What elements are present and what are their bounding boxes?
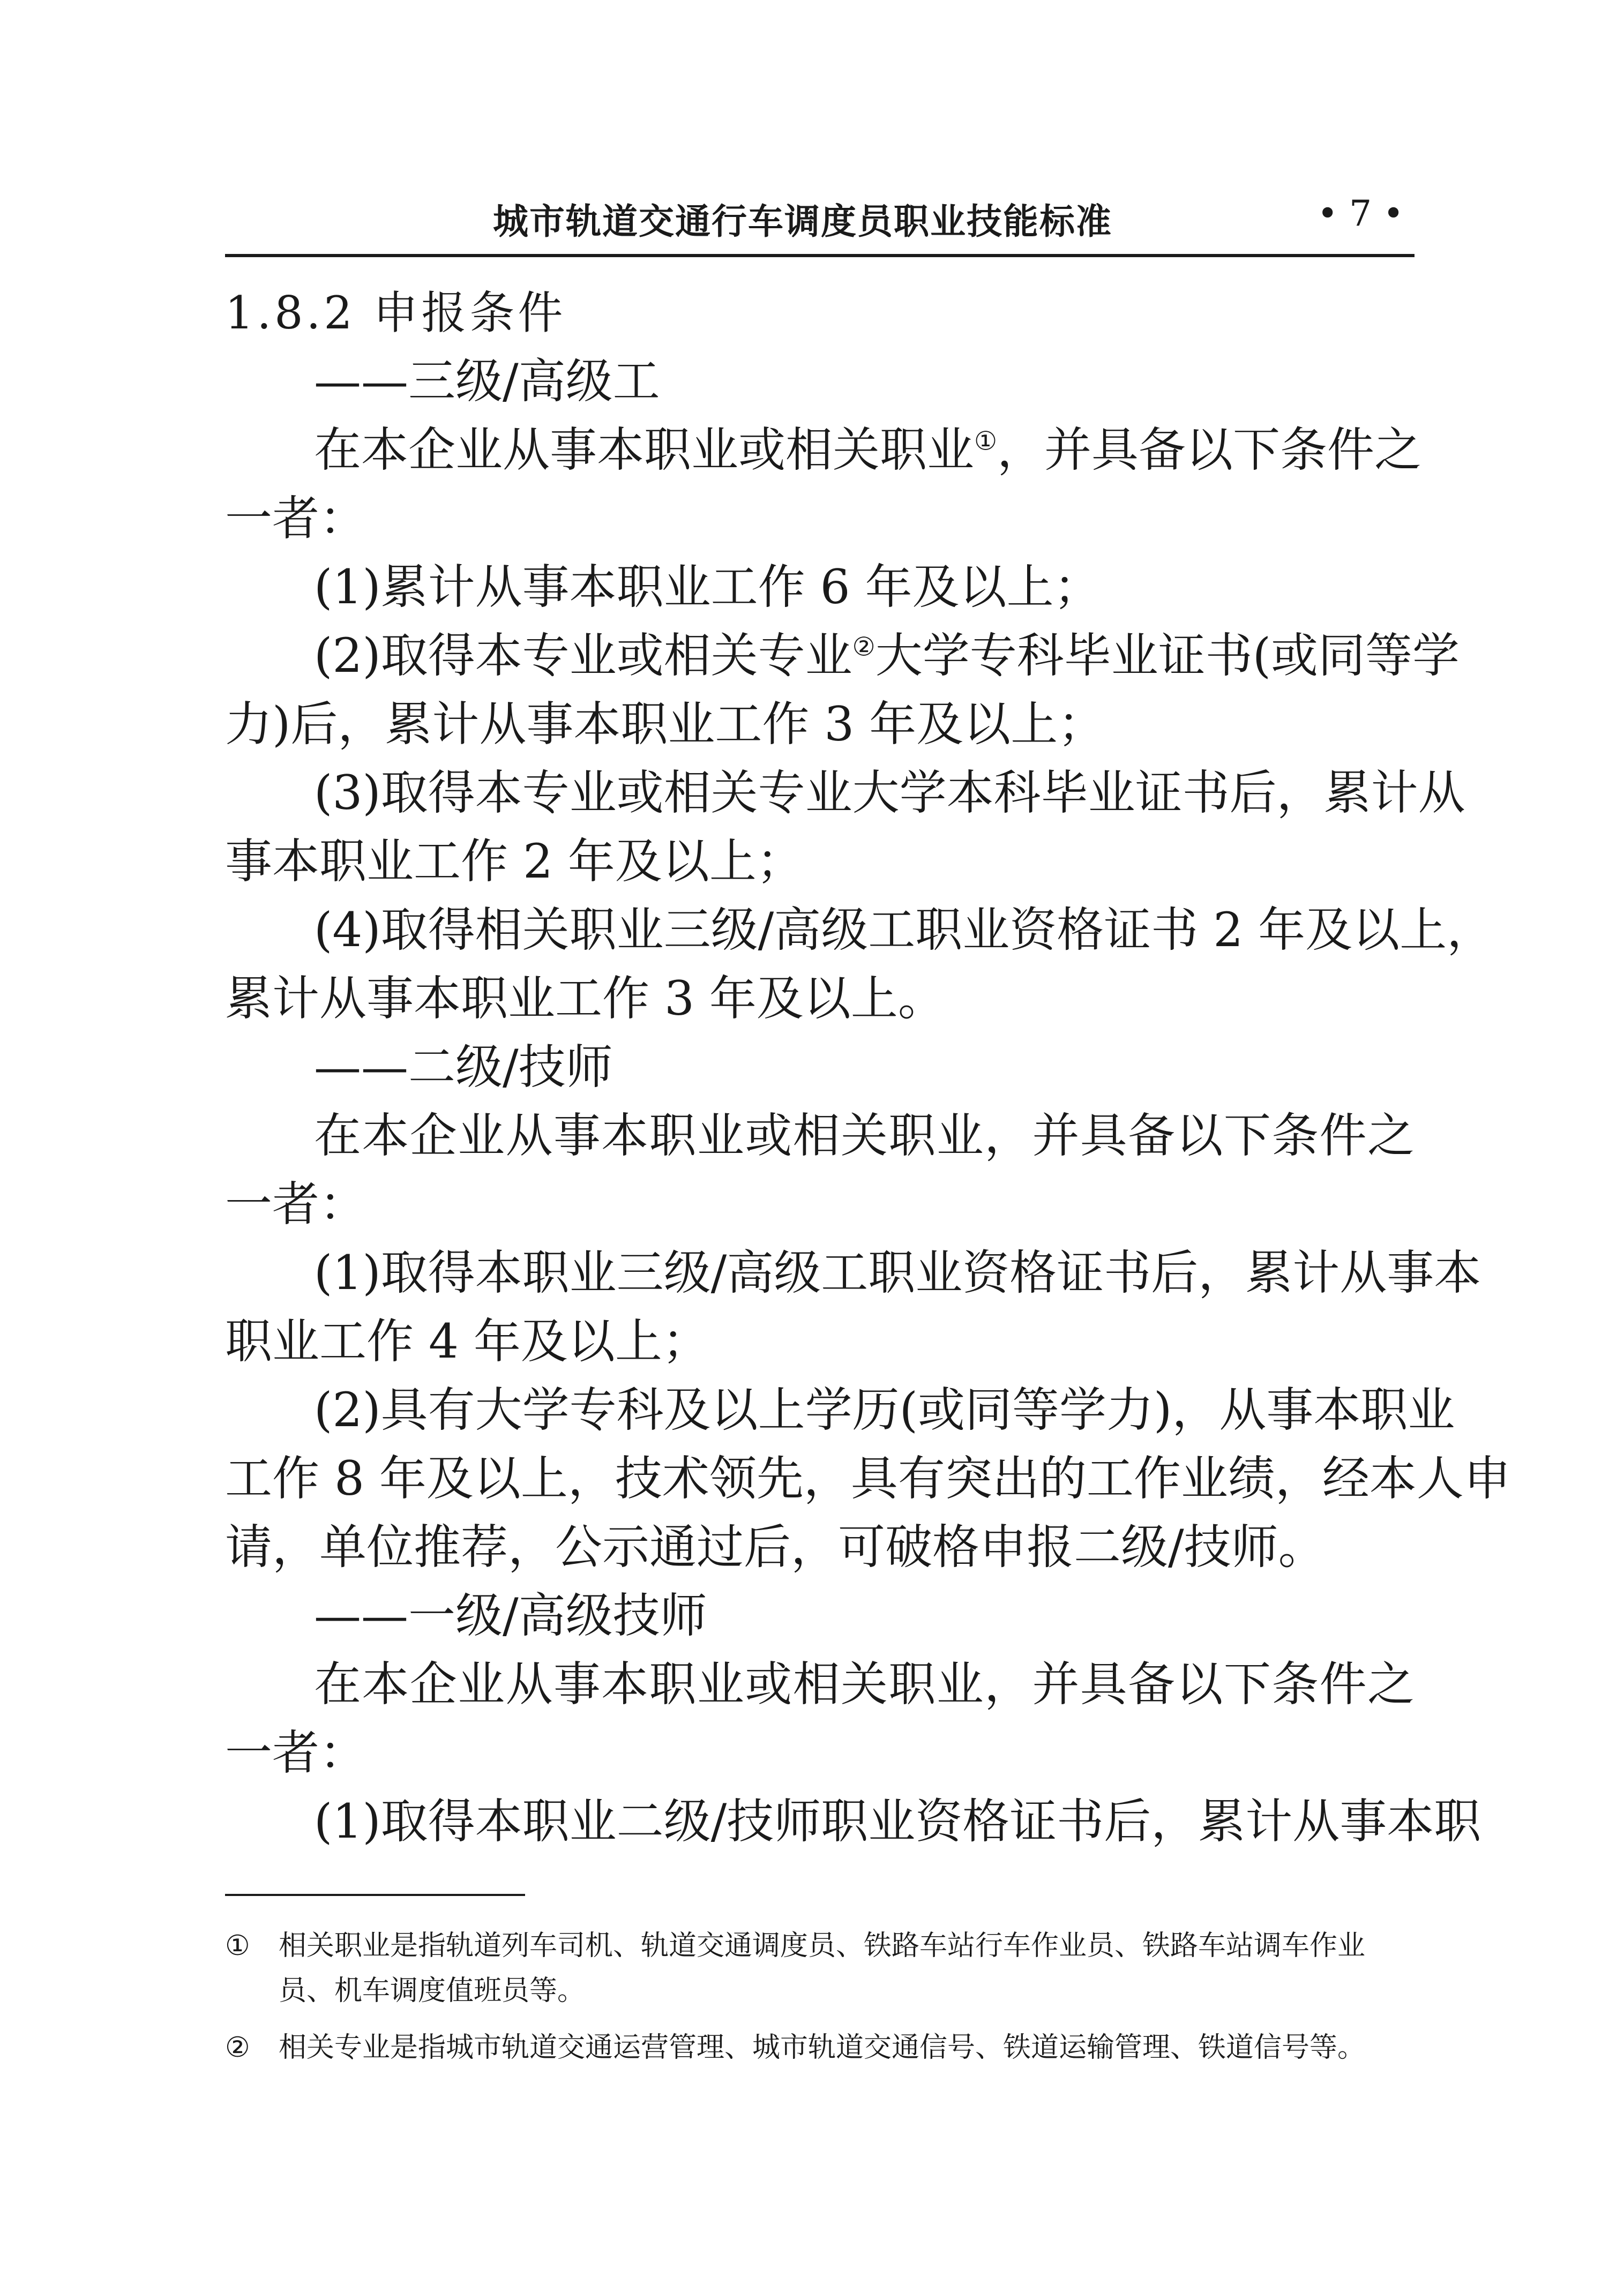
paragraph-line: 在本企业从事本职业或相关职业，并具备以下条件之 <box>314 1657 1415 1712</box>
header-rule <box>225 254 1415 257</box>
footnote-rule <box>225 1894 525 1896</box>
paragraph-line <box>225 621 1460 690</box>
footnote-text: 员、机车调度值班员等。 <box>279 1975 586 2007</box>
paragraph-line: (1)累计从事本职业工作 6 年及以上； <box>314 559 1101 615</box>
page-number: • 7 • <box>1317 193 1404 234</box>
footnote-ref-2: ② <box>852 632 875 662</box>
footnote-1 <box>225 1923 1415 2013</box>
paragraph-line <box>225 416 1422 484</box>
footnote-mark: ② <box>225 2032 250 2064</box>
line-text: ，并具备以下条件之 <box>997 422 1422 477</box>
paragraph-line: (2)具有大学专科及以上学历(或同等学力)，从事本职业 <box>314 1382 1455 1437</box>
footnote-text: 相关专业是指城市轨道交通运营管理、城市轨道交通信号、铁道运输管理、铁道信号等。 <box>279 2032 1366 2064</box>
paragraph-line: (1)取得本职业二级/技师职业资格证书后，累计从事本职 <box>314 1794 1481 1849</box>
paragraph-line: 一者： <box>225 1177 367 1232</box>
header-title: 城市轨道交通行车调度员职业技能标准 <box>493 201 1112 242</box>
paragraph-line: 累计从事本职业工作 3 年及以上。 <box>225 971 945 1026</box>
footnote-mark: ① <box>225 1930 250 1962</box>
paragraph-line: 一者： <box>225 1725 367 1780</box>
running-header <box>225 182 1415 257</box>
paragraph-line: 在本企业从事本职业或相关职业，并具备以下条件之 <box>314 1108 1415 1163</box>
paragraph-line: 力)后，累计从事本职业工作 3 年及以上； <box>225 696 1105 752</box>
footnote-text: 相关职业是指轨道列车司机、轨道交通调度员、铁路车站行车作业员、铁路车站调车作业 <box>279 1930 1366 1962</box>
paragraph-line: 一者： <box>225 491 367 546</box>
footnotes <box>225 1923 1415 2082</box>
paragraph-line: (3)取得本专业或相关专业大学本科毕业证书后，累计从 <box>314 765 1465 820</box>
level-heading-1: ——一级/高级技师 <box>314 1588 707 1643</box>
section-heading: 1.8.2 申报条件 <box>225 287 566 339</box>
footnote-2 <box>225 2025 1415 2070</box>
level-heading-2: ——二级/技师 <box>314 1039 613 1095</box>
line-text: (2)取得本专业或相关专业 <box>314 628 852 683</box>
paragraph-line: 工作 8 年及以上，技术领先，具有突出的工作业绩，经本人申 <box>225 1451 1511 1506</box>
paragraph-line: 职业工作 4 年及以上； <box>225 1314 709 1369</box>
paragraph-line: (1)取得本职业三级/高级工职业资格证书后，累计从事本 <box>314 1245 1481 1300</box>
line-text: 在本企业从事本职业或相关职业 <box>314 422 975 477</box>
paragraph-line: (4)取得相关职业三级/高级工职业资格证书 2 年及以上， <box>314 902 1494 957</box>
paragraph-line: 请，单位推荐，公示通过后，可破格申报二级/技师。 <box>225 1519 1326 1575</box>
line-text: 大学专科毕业证书(或同等学 <box>875 628 1460 683</box>
paragraph-line: 事本职业工作 2 年及以上； <box>225 834 804 889</box>
body-text <box>225 279 1511 1856</box>
level-heading-3: ——三级/高级工 <box>314 354 660 409</box>
footnote-ref-1: ① <box>974 426 998 456</box>
